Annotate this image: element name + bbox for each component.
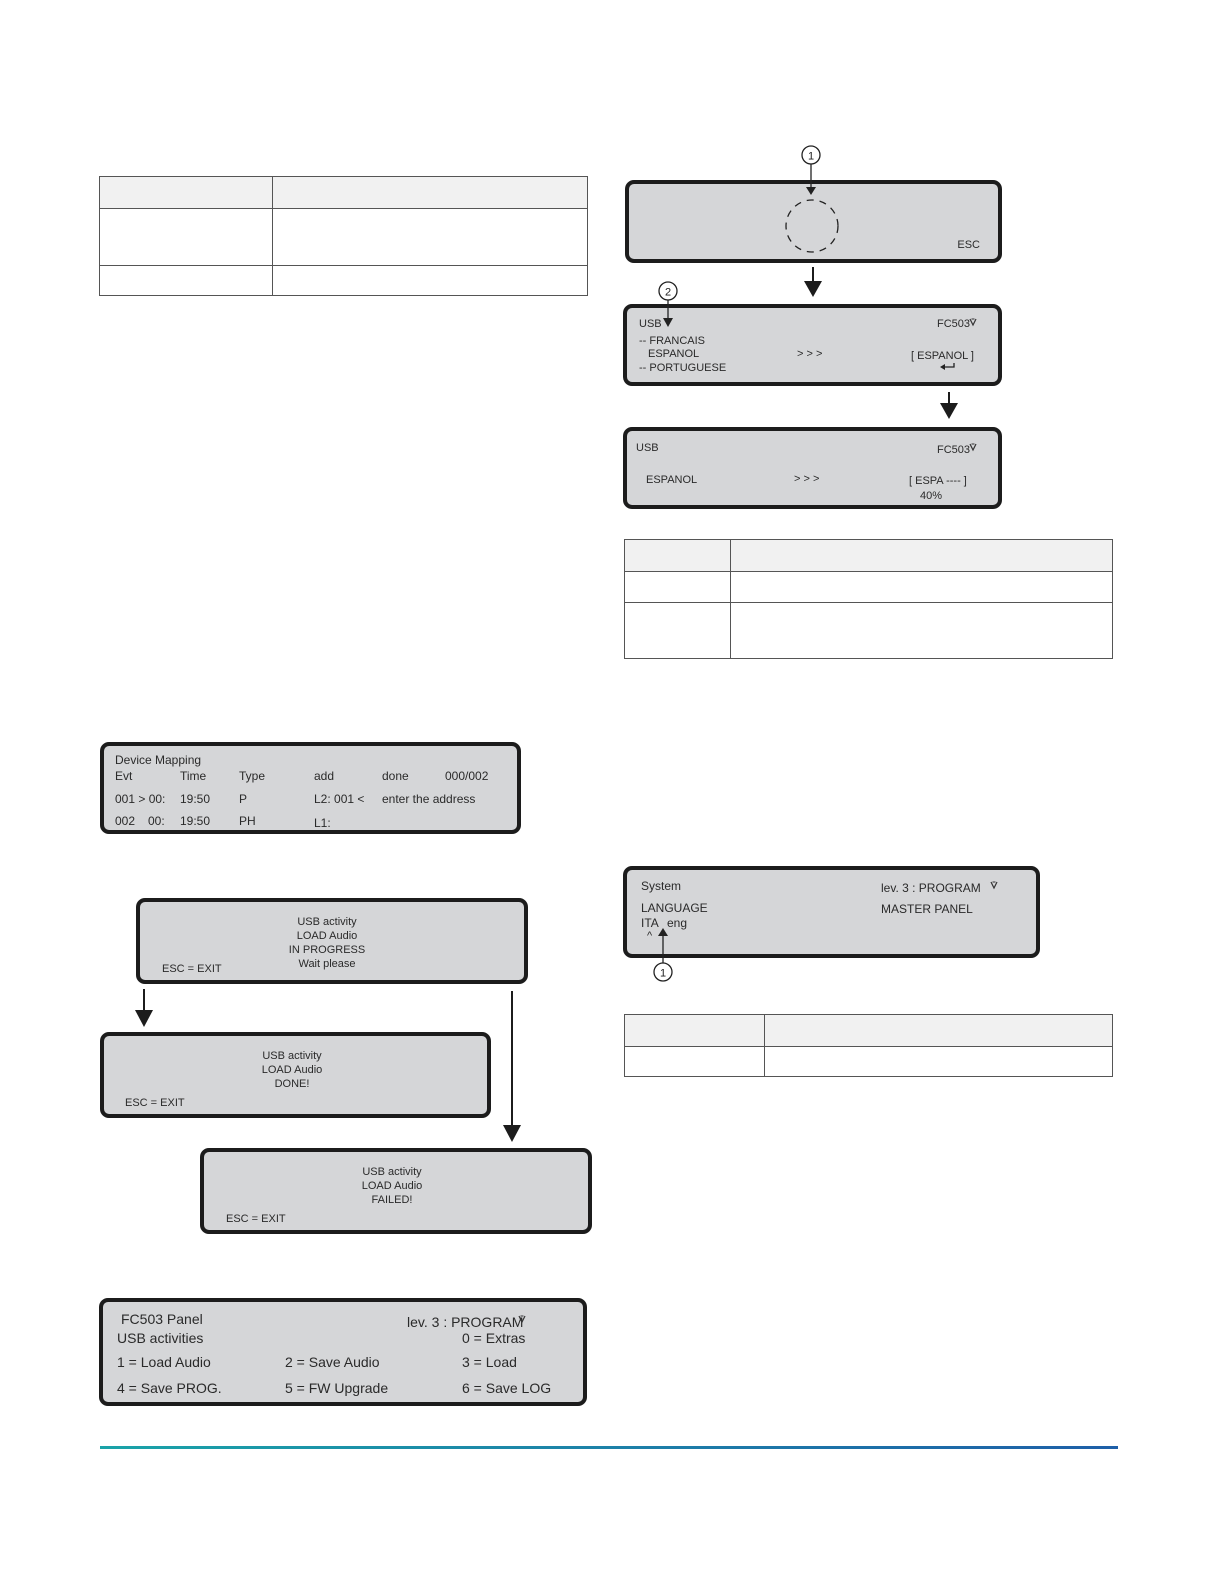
status-line-3: DONE! bbox=[274, 1078, 310, 1090]
col-header-add: add bbox=[314, 769, 335, 783]
level-label: lev. 3 : PROGRAM bbox=[881, 881, 981, 895]
row2-type: PH bbox=[239, 814, 256, 828]
esc-exit-label: ESC = EXIT bbox=[226, 1213, 286, 1225]
row1-done: enter the address bbox=[382, 792, 476, 806]
status-line-1: USB activity bbox=[262, 1050, 322, 1062]
callout-number: 1 bbox=[659, 967, 667, 980]
row2-col2: 00: bbox=[148, 814, 165, 828]
device-mapping-title: Device Mapping bbox=[115, 753, 202, 767]
callout-1-standby bbox=[802, 146, 820, 195]
signal-icon bbox=[519, 1316, 525, 1322]
language-item-1: -- FRANCAIS bbox=[639, 335, 705, 347]
status-line-3: IN PROGRESS bbox=[288, 944, 366, 956]
row2-add: L1: bbox=[314, 816, 331, 830]
arrows: > > > bbox=[797, 348, 823, 360]
panel-name: FC503 bbox=[937, 318, 971, 330]
col-header-count: 000/002 bbox=[445, 769, 489, 783]
language-value-eng: eng bbox=[667, 916, 688, 930]
master-panel-label: MASTER PANEL bbox=[881, 902, 973, 916]
arrows: > > > bbox=[794, 473, 820, 485]
menu-item-save-audio: 2 = Save Audio bbox=[285, 1354, 380, 1370]
footer-rule bbox=[100, 1446, 1118, 1449]
row1-evt: 001 > 00: bbox=[115, 792, 166, 806]
signal-icon bbox=[991, 882, 997, 888]
caret-symbol: ^ bbox=[647, 930, 653, 942]
language-value-ita: ITA bbox=[641, 916, 659, 930]
loading-language: ESPANOL bbox=[646, 474, 698, 486]
usb-title: USB bbox=[639, 318, 662, 330]
progress-percent: 40% bbox=[920, 490, 943, 502]
row1-type: P bbox=[239, 792, 248, 806]
menu-item-fw-upgrade: 5 = FW Upgrade bbox=[285, 1380, 389, 1396]
status-line-3: FAILED! bbox=[371, 1194, 413, 1206]
selected-language: [ ESPANOL ] bbox=[911, 350, 974, 362]
status-line-4: Wait please bbox=[298, 958, 356, 970]
esc-exit-label: ESC = EXIT bbox=[125, 1097, 185, 1109]
esc-label: ESC bbox=[957, 239, 980, 251]
level-label: lev. 3 : PROGRAM bbox=[407, 1314, 524, 1330]
usb-title: USB bbox=[636, 442, 659, 454]
language-item-2: ESPANOL bbox=[648, 348, 700, 360]
row1-time: 19:50 bbox=[180, 792, 211, 806]
col-header-done: done bbox=[382, 769, 409, 783]
callout-number: 1 bbox=[807, 150, 815, 163]
dashed-circle-marker bbox=[786, 200, 838, 252]
system-title: System bbox=[641, 879, 682, 893]
col-header-type: Type bbox=[239, 769, 266, 783]
enter-icon bbox=[940, 363, 954, 370]
menu-item-load: 3 = Load bbox=[462, 1354, 517, 1370]
status-line-1: USB activity bbox=[362, 1166, 422, 1178]
menu-item-save-log: 6 = Save LOG bbox=[462, 1380, 552, 1396]
row2-evt: 002 bbox=[115, 814, 136, 828]
panel-name: FC503 bbox=[937, 444, 971, 456]
status-line-2: LOAD Audio bbox=[261, 1064, 323, 1076]
signal-icon bbox=[970, 319, 976, 325]
callout-number: 2 bbox=[664, 286, 672, 299]
panel-title: FC503 Panel bbox=[121, 1311, 203, 1327]
status-line-2: LOAD Audio bbox=[361, 1180, 423, 1192]
menu-item-save-prog: 4 = Save PROG. bbox=[117, 1380, 222, 1396]
row2-time: 19:50 bbox=[180, 814, 211, 828]
language-item-3: -- PORTUGUESE bbox=[639, 362, 727, 374]
language-label: LANGUAGE bbox=[641, 901, 708, 915]
col-header-evt: Evt bbox=[115, 769, 133, 783]
arrow-progress-to-failed bbox=[503, 991, 521, 1142]
menu-item-extras: 0 = Extras bbox=[462, 1330, 526, 1346]
arrow-progress-to-done bbox=[135, 989, 153, 1027]
row1-add: L2: 001 < bbox=[314, 792, 365, 806]
status-line-2: LOAD Audio bbox=[296, 930, 358, 942]
status-line-1: USB activity bbox=[297, 916, 357, 928]
callout-1-system bbox=[654, 928, 672, 981]
col-header-time: Time bbox=[180, 769, 207, 783]
callout-2-language bbox=[659, 282, 677, 327]
esc-exit-label: ESC = EXIT bbox=[162, 963, 222, 975]
arrow-select-to-loading bbox=[940, 392, 958, 419]
signal-icon bbox=[970, 444, 976, 450]
progress-label: [ ESPA ---- ] bbox=[909, 475, 967, 487]
arrow-standby-to-select bbox=[804, 267, 822, 297]
menu-item-load-audio: 1 = Load Audio bbox=[117, 1354, 211, 1370]
usb-activities-title: USB activities bbox=[117, 1330, 204, 1346]
